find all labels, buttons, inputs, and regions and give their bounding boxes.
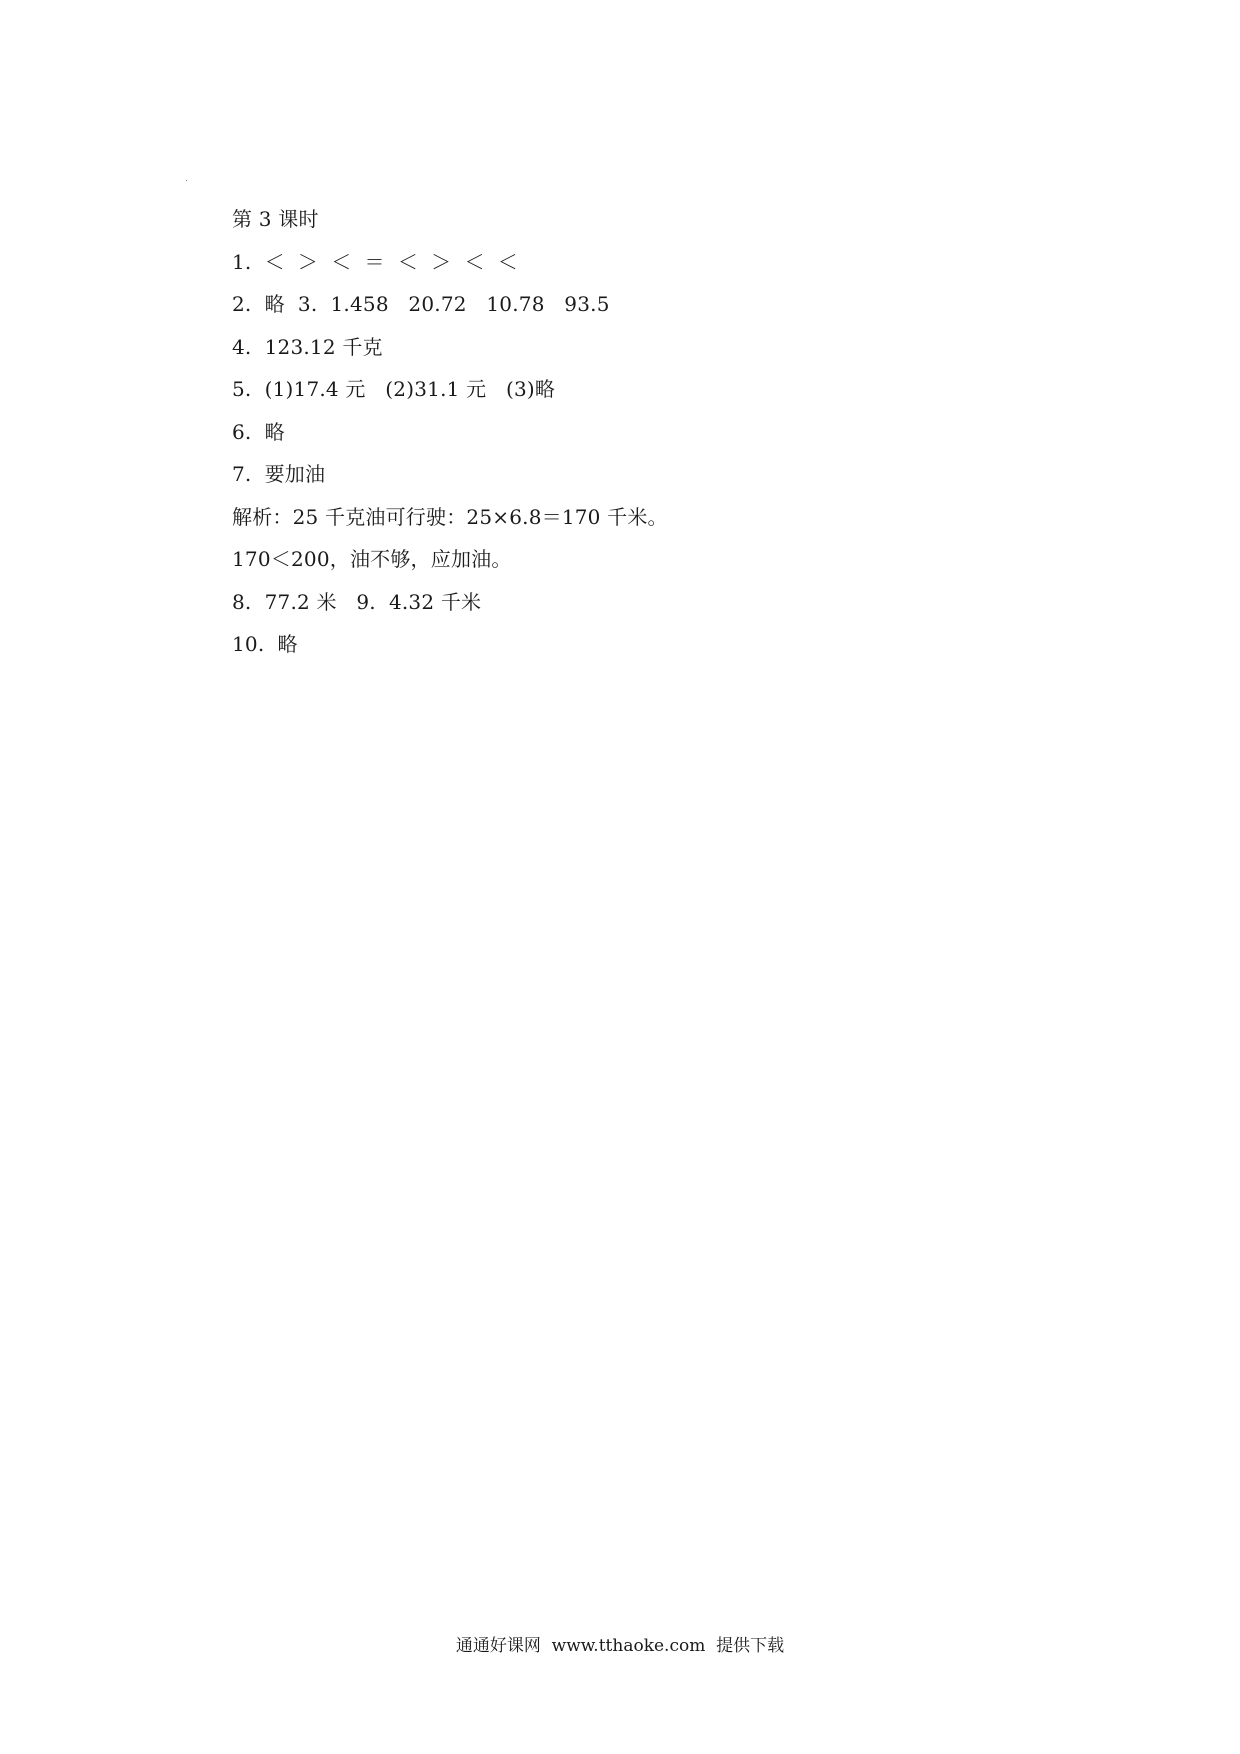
answer-line-10: 10. 略 (232, 632, 298, 656)
analysis-line-1: 解析：25 千克油可行驶：25×6.8＝170 千米。 (232, 504, 668, 529)
section-title: 第 3 课时 (232, 207, 319, 231)
answer-line-5: 5. (1)17.4 元 (2)31.1 元 (3)略 (232, 377, 556, 401)
answer-line-4: 4. 123.12 千克 (232, 334, 383, 359)
footer-credit: 通通好课网 www.tthaoke.com 提供下载 (455, 1636, 785, 1656)
analysis-line-2: 170＜200，油不够，应加油。 (232, 547, 512, 571)
answer-line-8-9: 8. 77.2 米 9. 4.32 千米 (232, 589, 482, 614)
answer-line-6: 6. 略 (232, 419, 285, 444)
answer-line-7: 7. 要加油 (232, 462, 326, 486)
answer-line-2-3: 2. 略 3. 1.458 20.72 10.78 93.5 (232, 292, 610, 316)
answer-section (232, 198, 1052, 666)
answer-line-1: 1. ＜ ＞ ＜ ＝ ＜ ＞ ＜ ＜ (232, 249, 519, 274)
scan-mark (186, 180, 187, 181)
